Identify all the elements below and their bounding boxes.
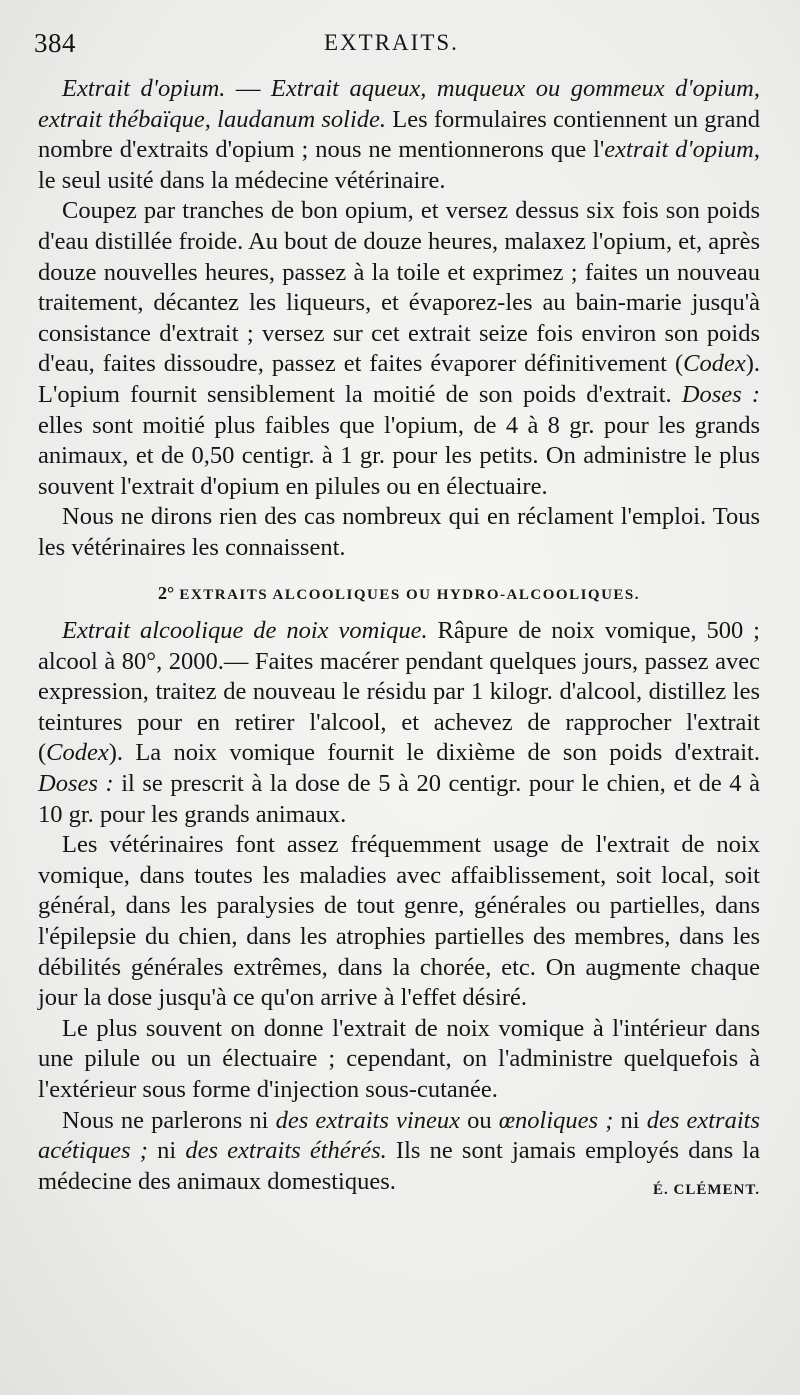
closing-paragraph: [38, 1106, 760, 1206]
closing-text-d: ni: [147, 1137, 186, 1165]
noix-title: Extrait alcoolique de noix vomique.: [62, 617, 428, 645]
opium-synonyms: Extrait aqueux, muqueux ou gommeux d'opium, extrait thébaïque, laudanum solide.: [38, 75, 760, 133]
noix-doses-label: Doses :: [38, 770, 114, 798]
page-body: [38, 74, 760, 1205]
closing-text-a: Nous ne parlerons ni: [62, 1106, 276, 1134]
opium-intro-italic: extrait d'opium: [604, 136, 754, 164]
section-number: 2°: [157, 582, 175, 603]
closing-text-b: ou: [459, 1106, 499, 1134]
opium-codex-ref: Codex: [683, 350, 746, 378]
closing-italic-acetiques: des extraits acétiques ;: [38, 1106, 760, 1165]
opium-intro-end: , le seul usité dans la médecine vétérinaire.: [38, 136, 760, 194]
closing-text-c: ni: [613, 1106, 647, 1134]
opium-intro-text: Les formulaires contiennent un grand nombre d'extraits d'opium ; nous ne mentionnerons que l': [38, 105, 760, 164]
noix-prep-end: ). La noix vomique fournit le dixième de son poids d'extrait.: [108, 739, 760, 767]
opium-intro-paragraph: [38, 74, 760, 196]
opium-dash: —: [225, 75, 271, 102]
page-header: [34, 28, 766, 64]
opium-doses-text: elles sont moitié plus faibles que l'opium, de 4 à 8 gr. pour les grands animaux, et de 0,50 centigr. à 1 gr. pour les petits. On administre le plus souvent l'extrait d'opium en pilules ou en électuaire.: [38, 411, 760, 500]
closing-italic-oenoliques: œnoliques ;: [498, 1106, 614, 1134]
noix-codex-ref: Codex: [46, 739, 109, 767]
section-heading: [38, 578, 760, 611]
section-title: EXTRAITS ALCOOLIQUES OU HYDRO-ALCOOLIQUES.: [179, 586, 641, 603]
opium-preparation-paragraph: [38, 196, 760, 502]
noix-usage-paragraph: Les vétérinaires font assez fréquemment usage de l'extrait de noix vomique, dans toutes les maladies avec affaiblissement, soit local, soit général, dans les paralysies de tout genre, générales ou partielles, dans l'épilepsie du chien, dans les atrophies partielles des membres, dans les débilités générales extrêmes, dans la chorée, etc. On augmente chaque jour la dose jusqu'à ce qu'on arrive à l'effet désiré.: [38, 831, 760, 1012]
opium-note-paragraph: Nous ne dirons rien des cas nombreux qui en réclament l'emploi. Tous les vétérinaires les connaissent.: [38, 503, 760, 561]
closing-italic-vineux: des extraits vineux: [275, 1106, 460, 1134]
running-head: EXTRAITS.: [324, 30, 459, 55]
noix-prep-text: Râpure de noix vomique, 500 ; alcool à 80°, 2000.— Faites macérer pendant quelques jours, passez avec expression, traitez de nouveau le résidu par 1 kilogr. d'alcool, distillez les teintures pour en retirer l'alcool, et achevez de rapprocher l'extrait (: [38, 617, 760, 767]
opium-prep-end: ). L'opium fournit sensiblement la moitié de son poids d'extrait.: [38, 350, 760, 408]
author-signature: É. CLÉMENT.: [653, 1181, 760, 1198]
noix-doses-text: il se prescrit à la dose de 5 à 20 centigr. pour le chien, et de 4 à 10 gr. pour les grands animaux.: [38, 770, 761, 828]
closing-italic-etheres: des extraits éthérés.: [185, 1137, 387, 1165]
opium-doses-label: Doses :: [681, 380, 761, 408]
closing-text-e: Ils ne sont jamais employés dans la médecine des animaux domestiques.: [38, 1137, 760, 1195]
opium-prep-text: Coupez par tranches de bon opium, et versez dessus six fois son poids d'eau distillée froide. Au bout de douze heures, malaxez l'opium, et, après douze nouvelles heures, passez à la toile et exprimez ; faites un nouveau traitement, décantez les liqueurs, et évaporez-les au bain-marie jusqu'à consistance d'extrait ; versez sur cet extrait seize fois environ son poids d'eau, faites dissoudre, passez et faites évaporer définitivement (: [38, 197, 760, 378]
page-number: 384: [34, 28, 76, 58]
noix-admin-paragraph: Le plus souvent on donne l'extrait de noix vomique à l'intérieur dans une pilule ou un électuaire ; cependant, on l'administre quelquefois à l'extérieur sous forme d'injection sous-cutanée.: [38, 1014, 760, 1103]
noix-preparation-paragraph: [38, 616, 760, 830]
opium-title: Extrait d'opium.: [62, 75, 226, 102]
